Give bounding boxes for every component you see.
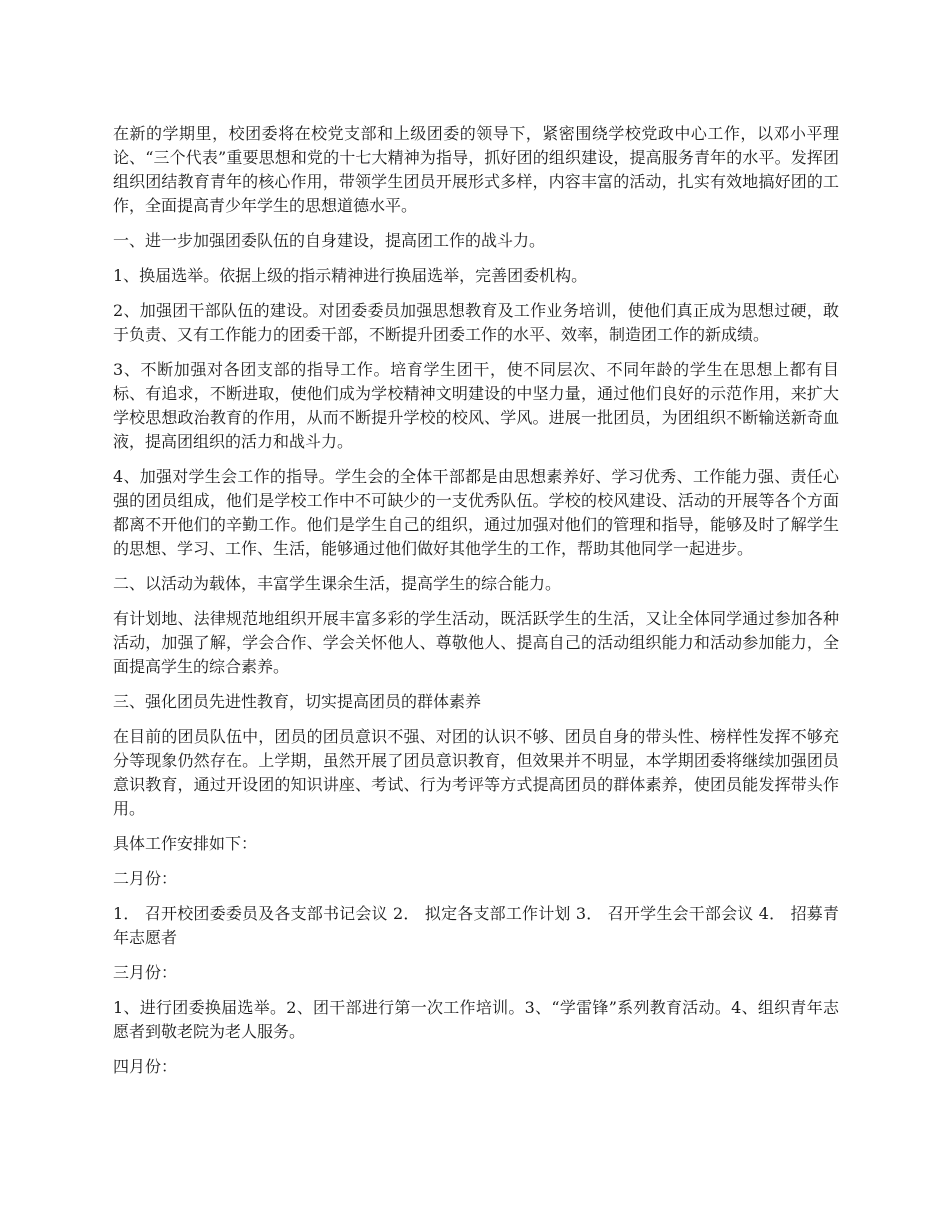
month-heading-february: 二月份： [113, 869, 178, 888]
intro-paragraph: 在新的学期里，校团委将在校党支部和上级团委的领导下，紧密围绕学校党政中心工作，以邓小平理论、“三个代表”重要思想和党的十七大精神为指导，抓好团的组织建设，提高服务青年的水平。发挥团组织团结教育青年的核心作用，带领学生团员开展形式多样，内容丰富的活动，扎实有效地搞好团的工作，全面提高青少年学生的思想道德水平。 [113, 124, 839, 215]
body-paragraph: 有计划地、法律规范地组织开展丰富多彩的学生活动，既活跃学生的生活，又让全体同学通过参加各种活动，加强了解，学会合作、学会关怀他人、尊敬他人、提高自己的活动组织能力和活动参加能力，全面提高学生的综合素养。 [113, 609, 839, 676]
document-body [113, 122, 839, 1090]
item-paragraph: 4、加强对学生会工作的指导。学生会的全体干部都是由思想素养好、学习优秀、工作能力强、责任心强的团员组成，他们是学校工作中不可缺少的一支优秀队伍。学校的校风建设、活动的开展等各个方面都离不开他们的辛勤工作。他们是学生自己的组织，通过加强对他们的管理和指导，能够及时了解学生的思想、学习、工作、生活，能够通过他们做好其他学生的工作，帮助其他同学一起进步。 [113, 467, 839, 558]
section-heading-3: 三、强化团员先进性教育，切实提高团员的群体素养 [113, 692, 482, 711]
month-tasks-february: 1． 召开校团委委员及各支部书记会议 2． 拟定各支部工作计划 3． 召开学生会干部会议 4． 招募青年志愿者 [113, 904, 839, 947]
item-paragraph: 1、换届选举。依据上级的指示精神进行换届选举，完善团委机构。 [113, 266, 588, 285]
item-paragraph: 3、不断加强对各团支部的指导工作。培育学生团干，使不同层次、不同年龄的学生在思想上都有目标、有追求，不断进取，使他们成为学校精神文明建设的中坚力量，通过他们良好的示范作用，来扩大学校思想政治教育的作用，从而不断提升学校的校风、学风。进展一批团员，为团组织不断输送新奇血液，提高团组织的活力和战斗力。 [113, 360, 839, 451]
item-paragraph: 2、加强团干部队伍的建设。对团委委员加强思想教育及工作业务培训，使他们真正成为思想过硬，敢于负责、又有工作能力的团委干部，不断提升团委工作的水平、效率，制造团工作的新成绩。 [113, 301, 839, 344]
month-heading-march: 三月份： [113, 963, 178, 982]
month-tasks-march: 1、进行团委换届选举。2、团干部进行第一次工作培训。3、“学雷锋”系列教育活动。4、组织青年志愿者到敬老院为老人服务。 [113, 998, 839, 1041]
section-heading-1: 一、进一步加强团委队伍的自身建设，提高团工作的战斗力。 [113, 231, 546, 250]
section-heading-2: 二、以活动为载体，丰富学生课余生活，提高学生的综合能力。 [113, 574, 562, 593]
body-paragraph: 在目前的团员队伍中，团员的团员意识不强、对团的认识不够、团员自身的带头性、榜样性发挥不够充分等现象仍然存在。上学期，虽然开展了团员意识教育，但效果并不明显，本学期团委将继续加强团员意识教育，通过开设团的知识讲座、考试、行为考评等方式提高团员的群体素养，使团员能发挥带头作用。 [113, 727, 839, 818]
month-heading-april: 四月份： [113, 1057, 178, 1076]
schedule-heading: 具体工作安排如下： [113, 834, 258, 853]
